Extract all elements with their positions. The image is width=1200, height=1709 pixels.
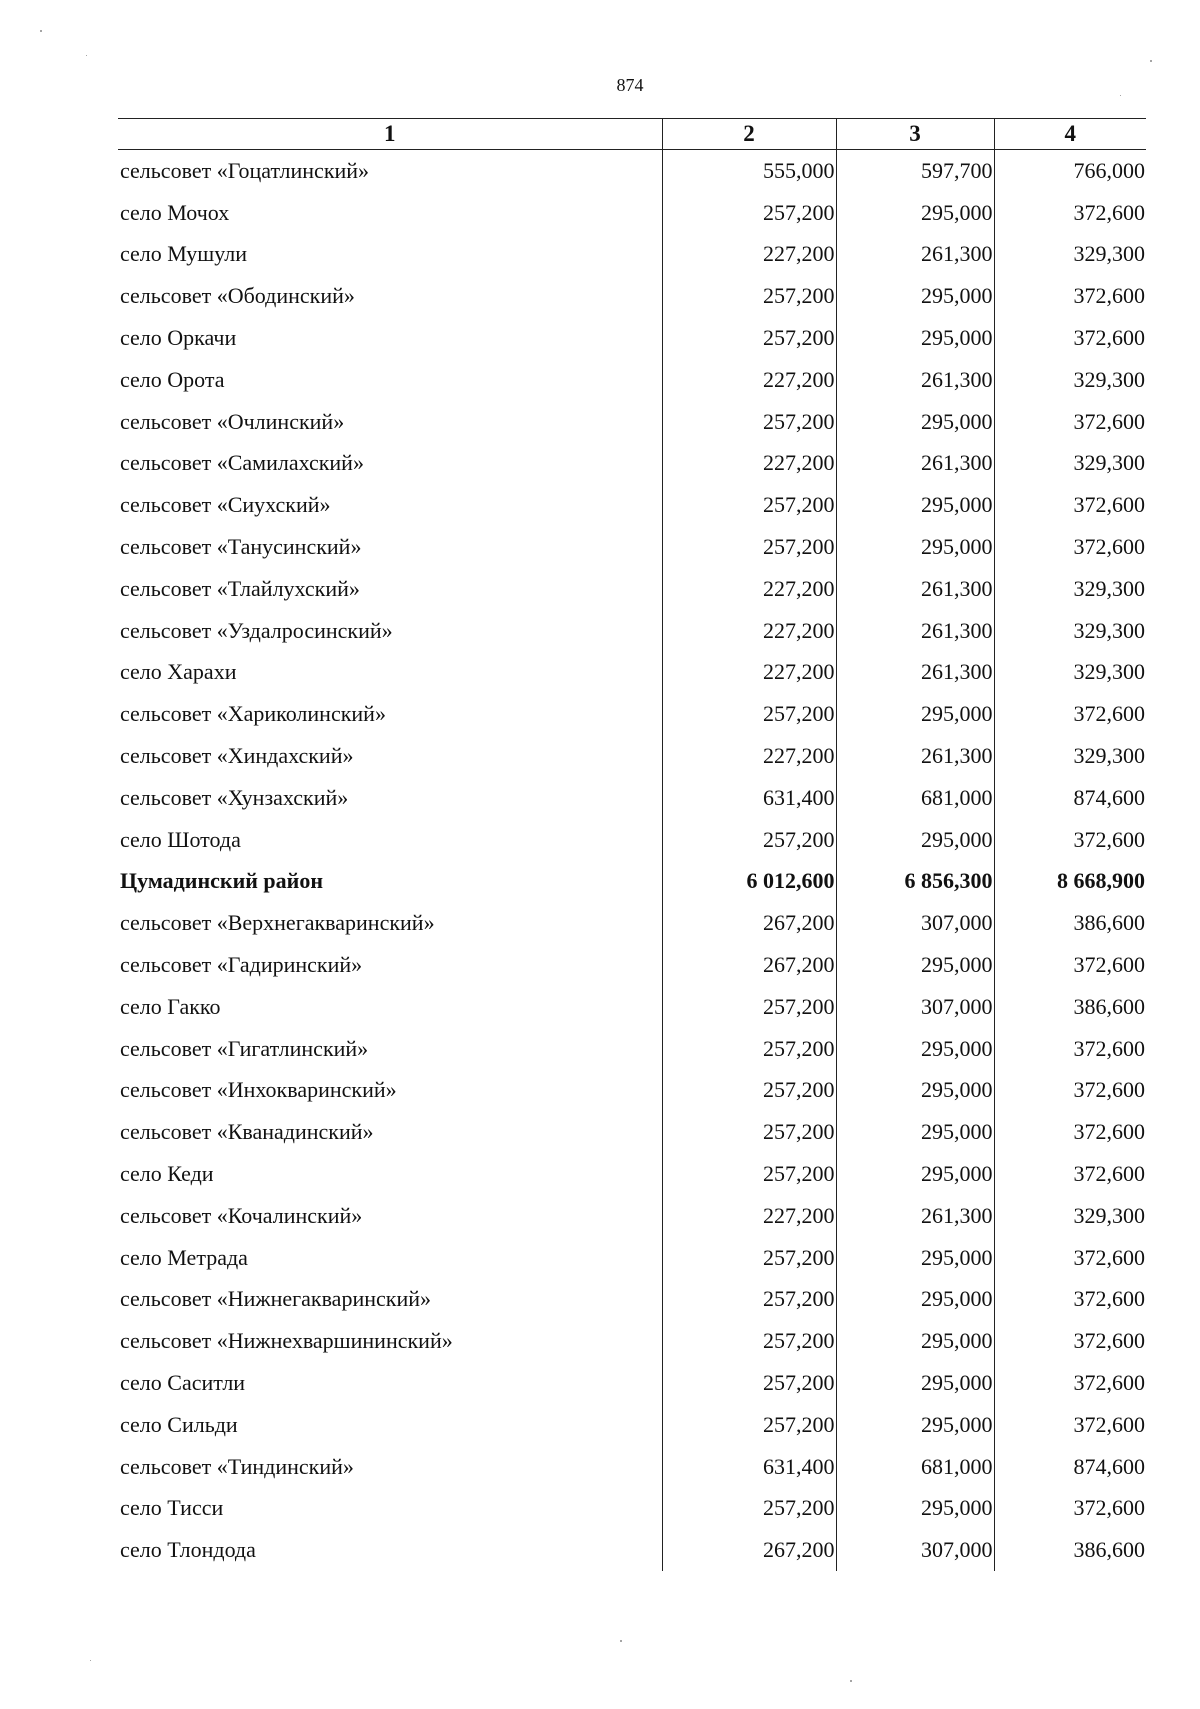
- value-col-4: 372,600: [1073, 1286, 1145, 1312]
- row-name: сельсовет «Гоцатлинский»: [118, 150, 662, 192]
- value-col-2: 257,200: [662, 1153, 836, 1195]
- value-col-4: 329,300: [1073, 617, 1145, 643]
- table-row: [118, 652, 1146, 694]
- value-col-4: 8 668,900: [1057, 868, 1145, 894]
- page-number: 874: [616, 75, 644, 95]
- value-col-4: 372,600: [1073, 1244, 1145, 1270]
- value-col-3: 295,000: [836, 944, 994, 986]
- value-col-4: 329,300: [1073, 1202, 1145, 1228]
- value-col-3: 295,000: [836, 819, 994, 861]
- value-col-2: 257,200: [662, 1111, 836, 1153]
- value-col-2: 257,200: [662, 1404, 836, 1446]
- value-col-4: 372,600: [1073, 1411, 1145, 1437]
- column-header-3: 3: [836, 119, 994, 150]
- row-name: село Кеди: [118, 1153, 662, 1195]
- value-col-2: 555,000: [662, 150, 836, 192]
- value-col-3: 295,000: [836, 275, 994, 317]
- table-row: [118, 1028, 1146, 1070]
- row-name: Цумадинский район: [118, 861, 662, 903]
- value-col-2: 227,200: [662, 359, 836, 401]
- value-col-4: 372,600: [1073, 325, 1145, 351]
- value-col-2: 257,200: [662, 693, 836, 735]
- row-name: сельсовет «Танусинский»: [118, 526, 662, 568]
- table-row: [118, 275, 1146, 317]
- value-col-3: 295,000: [836, 1111, 994, 1153]
- value-col-2: 257,200: [662, 484, 836, 526]
- row-name: сельсовет «Хиндахский»: [118, 735, 662, 777]
- row-name: село Харахи: [118, 652, 662, 694]
- table-row: [118, 150, 1146, 192]
- row-name: сельсовет «Ободинский»: [118, 275, 662, 317]
- value-col-4: 372,600: [1073, 826, 1145, 852]
- row-name: село Мочох: [118, 192, 662, 234]
- table-row: [118, 944, 1146, 986]
- value-col-3: 261,300: [836, 1195, 994, 1237]
- row-name: село Тисси: [118, 1488, 662, 1530]
- table-row: [118, 1529, 1146, 1571]
- value-col-3: 295,000: [836, 1237, 994, 1279]
- table-row: [118, 359, 1146, 401]
- value-col-2: 257,200: [662, 1028, 836, 1070]
- value-col-3: 261,300: [836, 234, 994, 276]
- value-col-4: 874,600: [1073, 784, 1145, 810]
- value-col-3: 307,000: [836, 902, 994, 944]
- value-col-2: 267,200: [662, 1529, 836, 1571]
- value-col-2: 631,400: [662, 1446, 836, 1488]
- value-col-4: 329,300: [1073, 575, 1145, 601]
- value-col-4: 372,600: [1073, 1328, 1145, 1354]
- row-name: село Орота: [118, 359, 662, 401]
- value-col-3: 261,300: [836, 359, 994, 401]
- value-col-2: 257,200: [662, 1488, 836, 1530]
- row-name: сельсовет «Уздалросинский»: [118, 610, 662, 652]
- value-col-3: 307,000: [836, 986, 994, 1028]
- value-col-3: 295,000: [836, 1404, 994, 1446]
- table-row: [118, 861, 1146, 903]
- value-col-3: 261,300: [836, 610, 994, 652]
- row-name: село Оркачи: [118, 317, 662, 359]
- table-row: [118, 1320, 1146, 1362]
- value-col-3: 295,000: [836, 526, 994, 568]
- value-col-3: 261,300: [836, 568, 994, 610]
- value-col-3: 261,300: [836, 443, 994, 485]
- table-row: [118, 819, 1146, 861]
- row-name: сельсовет «Тлайлухский»: [118, 568, 662, 610]
- value-col-4: 329,300: [1073, 743, 1145, 769]
- value-col-4: 372,600: [1073, 952, 1145, 978]
- value-col-4: 372,600: [1073, 701, 1145, 727]
- row-name: село Тлондода: [118, 1529, 662, 1571]
- row-name: сельсовет «Кванадинский»: [118, 1111, 662, 1153]
- value-col-4: 874,600: [1073, 1453, 1145, 1479]
- value-col-2: 267,200: [662, 902, 836, 944]
- value-col-3: 6 856,300: [836, 861, 994, 903]
- value-col-4: 372,600: [1073, 1161, 1145, 1187]
- table-body: [118, 150, 1146, 1572]
- row-name: сельсовет «Верхнегакваринский»: [118, 902, 662, 944]
- value-col-4: 372,600: [1073, 1035, 1145, 1061]
- table-row: [118, 1446, 1146, 1488]
- table-row: [118, 693, 1146, 735]
- value-col-2: 227,200: [662, 610, 836, 652]
- row-name: сельсовет «Хунзахский»: [118, 777, 662, 819]
- value-col-3: 295,000: [836, 1488, 994, 1530]
- value-col-2: 257,200: [662, 819, 836, 861]
- value-col-3: 261,300: [836, 652, 994, 694]
- value-col-2: 267,200: [662, 944, 836, 986]
- table-row: [118, 735, 1146, 777]
- value-col-3: 295,000: [836, 484, 994, 526]
- value-col-3: 681,000: [836, 1446, 994, 1488]
- table-row: [118, 1404, 1146, 1446]
- value-col-4: 329,300: [1073, 450, 1145, 476]
- value-col-2: 227,200: [662, 234, 836, 276]
- value-col-2: 227,200: [662, 568, 836, 610]
- row-name: сельсовет «Хариколинский»: [118, 693, 662, 735]
- table-row: [118, 1070, 1146, 1112]
- table-row: [118, 568, 1146, 610]
- value-col-2: 257,200: [662, 1070, 836, 1112]
- value-col-3: 295,000: [836, 192, 994, 234]
- value-col-3: 295,000: [836, 401, 994, 443]
- row-name: село Шотода: [118, 819, 662, 861]
- table-row: [118, 1111, 1146, 1153]
- value-col-3: 597,700: [836, 150, 994, 192]
- value-col-2: 257,200: [662, 192, 836, 234]
- value-col-3: 295,000: [836, 1279, 994, 1321]
- value-col-3: 295,000: [836, 693, 994, 735]
- table-row: [118, 777, 1146, 819]
- row-name: село Мушули: [118, 234, 662, 276]
- table-row: [118, 401, 1146, 443]
- table-row: [118, 1195, 1146, 1237]
- value-col-3: 307,000: [836, 1529, 994, 1571]
- value-col-2: 227,200: [662, 1195, 836, 1237]
- value-col-2: 257,200: [662, 526, 836, 568]
- value-col-2: 257,200: [662, 317, 836, 359]
- table-row: [118, 484, 1146, 526]
- value-col-4: 372,600: [1073, 1370, 1145, 1395]
- table-row: [118, 902, 1146, 944]
- value-col-2: 257,200: [662, 275, 836, 317]
- row-name: сельсовет «Самилахский»: [118, 443, 662, 485]
- value-col-2: 257,200: [662, 401, 836, 443]
- table-row: [118, 1153, 1146, 1195]
- value-col-4: 386,600: [1073, 1537, 1145, 1563]
- table-row: [118, 1237, 1146, 1279]
- data-table: [118, 118, 1146, 1571]
- value-col-4: 372,600: [1073, 1077, 1145, 1103]
- value-col-4: 329,300: [1073, 366, 1145, 392]
- table-row: [118, 1362, 1146, 1404]
- value-col-4: 372,600: [1073, 534, 1145, 560]
- table-row: [118, 1279, 1146, 1321]
- value-col-3: 295,000: [836, 1362, 994, 1404]
- value-col-4: 372,600: [1073, 1495, 1145, 1521]
- row-name: сельсовет «Кочалинский»: [118, 1195, 662, 1237]
- value-col-3: 295,000: [836, 1320, 994, 1362]
- value-col-4: 766,000: [1073, 157, 1145, 183]
- row-name: сельсовет «Очлинский»: [118, 401, 662, 443]
- table-row: [118, 526, 1146, 568]
- table-row: [118, 317, 1146, 359]
- column-header-1: 1: [118, 119, 662, 150]
- value-col-4: 372,600: [1073, 283, 1145, 309]
- column-header-4: 4: [994, 119, 1146, 150]
- value-col-4: 329,300: [1073, 241, 1145, 267]
- table-row: [118, 443, 1146, 485]
- table-row: [118, 610, 1146, 652]
- row-name: сельсовет «Гадиринский»: [118, 944, 662, 986]
- value-col-2: 227,200: [662, 443, 836, 485]
- value-col-4: 372,600: [1073, 199, 1145, 225]
- value-col-2: 257,200: [662, 1320, 836, 1362]
- table-row: [118, 1488, 1146, 1530]
- table-row: [118, 986, 1146, 1028]
- row-name: село Метрада: [118, 1237, 662, 1279]
- value-col-4: 386,600: [1073, 910, 1145, 936]
- value-col-2: 257,200: [662, 1279, 836, 1321]
- row-name: сельсовет «Нижнегакваринский»: [118, 1279, 662, 1321]
- value-col-2: 257,200: [662, 986, 836, 1028]
- value-col-2: 227,200: [662, 735, 836, 777]
- value-col-2: 257,200: [662, 1362, 836, 1404]
- row-name: сельсовет «Инхокваринский»: [118, 1070, 662, 1112]
- value-col-3: 681,000: [836, 777, 994, 819]
- value-col-2: 227,200: [662, 652, 836, 694]
- value-col-3: 295,000: [836, 1070, 994, 1112]
- row-name: сельсовет «Гигатлинский»: [118, 1028, 662, 1070]
- column-header-2: 2: [662, 119, 836, 150]
- value-col-4: 372,600: [1073, 1119, 1145, 1145]
- row-name: село Саситли: [118, 1362, 662, 1404]
- row-name: село Сильди: [118, 1404, 662, 1446]
- value-col-4: 372,600: [1073, 408, 1145, 434]
- value-col-2: 631,400: [662, 777, 836, 819]
- row-name: сельсовет «Сиухский»: [118, 484, 662, 526]
- value-col-3: 295,000: [836, 1153, 994, 1195]
- value-col-4: 386,600: [1073, 993, 1145, 1019]
- row-name: село Гакко: [118, 986, 662, 1028]
- row-name: сельсовет «Нижнехваршининский»: [118, 1320, 662, 1362]
- value-col-3: 261,300: [836, 735, 994, 777]
- table-header-row: [118, 119, 1146, 150]
- value-col-3: 295,000: [836, 317, 994, 359]
- table-row: [118, 192, 1146, 234]
- value-col-3: 295,000: [836, 1028, 994, 1070]
- value-col-2: 257,200: [662, 1237, 836, 1279]
- value-col-2: 6 012,600: [662, 861, 836, 903]
- value-col-4: 372,600: [1073, 492, 1145, 518]
- table-row: [118, 234, 1146, 276]
- value-col-4: 329,300: [1073, 659, 1145, 685]
- row-name: сельсовет «Тиндинский»: [118, 1446, 662, 1488]
